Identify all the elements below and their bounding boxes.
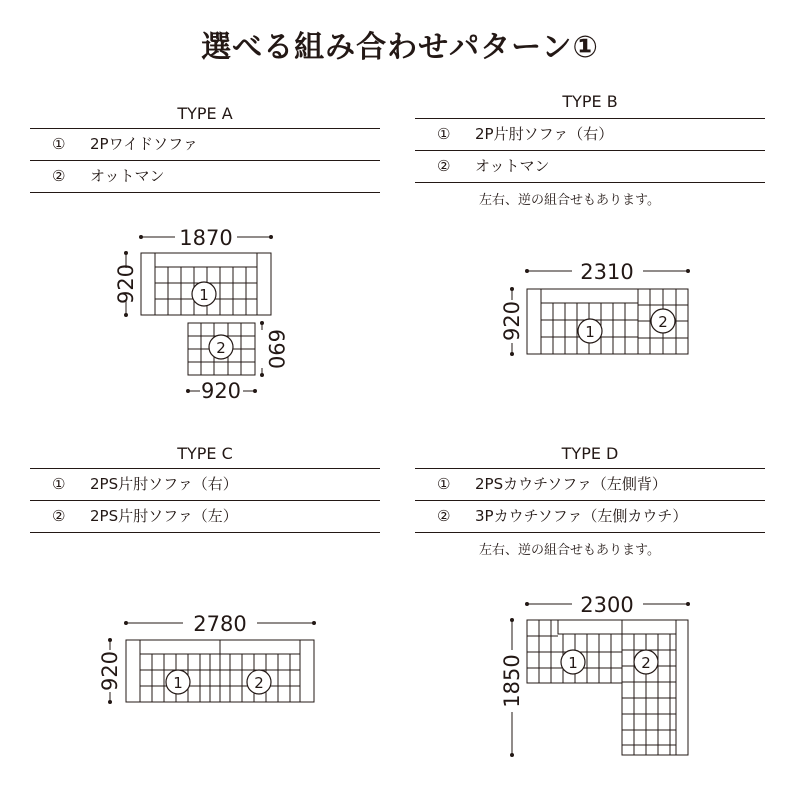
item-label: 2P片肘ソファ（右） <box>475 125 614 143</box>
type-c-marker-2: 2 <box>254 674 264 692</box>
type-d-title: TYPE D <box>561 444 619 463</box>
type-b-note: 左右、逆の組合せもあります。 <box>479 193 660 208</box>
type-b-depth-label: 920 <box>500 300 524 342</box>
item-label: 3Pカウチソファ（左側カウチ） <box>475 507 688 525</box>
type-d-width-label: 2300 <box>580 593 634 617</box>
item-label: 2PS片肘ソファ（右） <box>90 475 238 493</box>
type-a-width-label: 1870 <box>179 226 233 250</box>
type-c-sofa-right-diagram <box>220 640 314 702</box>
type-c-marker-1: 1 <box>173 674 183 692</box>
type-b-marker-2: 2 <box>658 313 668 331</box>
item-number: ① <box>437 125 451 143</box>
type-a-depth-label: 920 <box>114 263 138 305</box>
type-d-marker-2: 2 <box>641 654 651 672</box>
type-a-title: TYPE A <box>177 104 233 123</box>
type-b-title: TYPE B <box>562 92 618 111</box>
type-d-marker-1: 1 <box>568 654 578 672</box>
item-number: ① <box>52 475 66 493</box>
item-number: ② <box>437 507 451 525</box>
item-number: ② <box>52 167 66 185</box>
item-number: ① <box>437 475 451 493</box>
type-a-ottoman-width-label: 920 <box>200 379 242 403</box>
type-d-sofa-right-diagram <box>622 620 688 755</box>
type-b-marker-1: 1 <box>585 323 595 341</box>
item-label: 2Pワイドソファ <box>90 135 198 153</box>
item-number: ① <box>52 135 66 153</box>
type-d-depth-label: 1850 <box>500 654 524 708</box>
item-label: 2PS片肘ソファ（左） <box>90 507 238 525</box>
item-number: ② <box>52 507 66 525</box>
type-c-title: TYPE C <box>177 444 233 463</box>
item-number: ② <box>437 157 451 175</box>
item-label: 2PSカウチソファ（左側背） <box>475 475 667 493</box>
type-a-ottoman-depth-label: 690 <box>264 328 288 370</box>
type-b-width-label: 2310 <box>580 260 634 284</box>
type-a-marker-2: 2 <box>216 339 226 357</box>
item-label: オットマン <box>475 157 550 175</box>
type-c-width-label: 2780 <box>193 612 247 636</box>
type-c-depth-label: 920 <box>98 650 122 692</box>
type-a-marker-1: 1 <box>199 286 209 304</box>
page-title: 選べる組み合わせパターン① <box>201 30 599 65</box>
type-d-note: 左右、逆の組合せもあります。 <box>479 543 660 558</box>
item-label: オットマン <box>90 167 165 185</box>
